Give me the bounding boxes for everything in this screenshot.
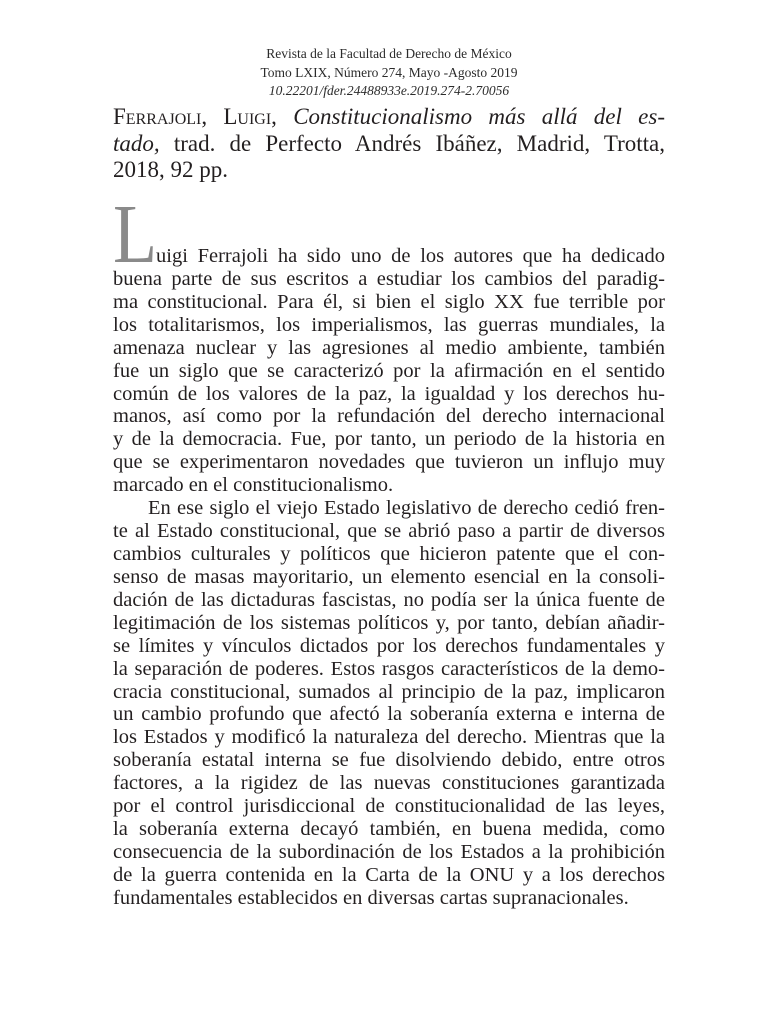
body-line <box>113 635 665 658</box>
doi: 10.22201/fder.24488933e.2019.274-2.70056 <box>268 83 510 98</box>
body-line <box>113 841 665 864</box>
line-text: buena parte de sus escritos a estudiar los cambios del paradig- <box>113 267 665 290</box>
heading-line <box>113 157 665 184</box>
line-text: manos, así como por la refundación del derecho internacional <box>113 405 665 428</box>
body-line <box>113 589 665 612</box>
line-text: y de la democracia. Fue, por tanto, un periodo de la historia en <box>113 428 665 451</box>
body-line <box>113 703 665 726</box>
line-text: soberanía estatal interna se fue disolviendo debido, entre otros <box>113 749 665 772</box>
body-line <box>113 681 665 704</box>
body-line <box>113 451 665 474</box>
line-text: la separación de poderes. Estos rasgos característicos de la demo- <box>113 657 665 680</box>
line-text: senso de masas mayoritario, un elemento esencial en la consoli- <box>113 565 665 588</box>
journal-issue: Tomo LXIX, Número 274, Mayo -Agosto 2019 <box>260 64 518 80</box>
body-line <box>113 405 665 428</box>
body-line <box>113 864 665 887</box>
body-line <box>113 658 665 681</box>
body-line <box>113 795 665 818</box>
review-author: Ferrajoli, Luigi, <box>113 104 277 129</box>
line-text: uigi Ferrajoli ha sido uno de los autores que ha dedicado <box>156 245 665 267</box>
body-line <box>113 268 665 291</box>
body-line <box>113 566 665 589</box>
line-text: los Estados y modificó la naturaleza del derecho. Mientras que la <box>113 726 665 749</box>
line-text: que se experimentaron novedades que tuvieron un influjo muy <box>113 451 665 474</box>
line-text: los totalitarismos, los imperialismos, las guerras mundiales, la <box>113 313 665 336</box>
drop-cap: L <box>113 188 158 281</box>
line-text: te al Estado constitucional, que se abrió paso a partir de diversos <box>113 520 665 543</box>
body-line <box>113 360 665 383</box>
body-line <box>113 772 665 795</box>
body-line <box>113 887 665 910</box>
line-text: fundamentales establecidos en diversas cartas supranacionales. <box>113 886 629 909</box>
body-line <box>113 474 665 497</box>
body-line <box>113 543 665 566</box>
line-text: se límites y vínculos dictados por los derechos fundamentales y <box>113 634 665 657</box>
body-line <box>113 520 665 543</box>
review-book-title-continued: tado, <box>113 130 160 156</box>
heading-line <box>113 131 665 158</box>
article-body <box>113 188 665 910</box>
line-text: dación de las dictaduras fascistas, no podía ser la única fuente de <box>113 588 665 611</box>
line-text: la soberanía externa decayó también, en buena medida, como <box>113 818 665 841</box>
line-text: común de los valores de la paz, la igualdad y los derechos hu- <box>113 382 665 405</box>
review-year-pages: 2018, 92 pp. <box>113 157 228 182</box>
review-publication-details: trad. de Perfecto Andrés Ibáñez, Madrid, Trotta, <box>173 130 666 156</box>
body-line <box>113 726 665 749</box>
body-line <box>113 497 665 520</box>
line-text: cracia constitucional, sumados al principio de la paz, implicaron <box>113 680 665 703</box>
line-text: fue un siglo que se caracterizó por la afirmación en el sentido <box>113 359 665 382</box>
body-line <box>113 314 665 337</box>
heading-line <box>113 104 665 131</box>
body-line <box>113 383 665 406</box>
line-text: legitimación de los sistemas políticos y, por tanto, debían añadir- <box>113 611 665 634</box>
body-line <box>113 749 665 772</box>
line-text: consecuencia de la subordinación de los Estados a la prohibición <box>113 840 665 863</box>
body-line <box>113 612 665 635</box>
body-line <box>113 428 665 451</box>
line-text: factores, a la rigidez de las nuevas constituciones garantizada <box>113 772 665 795</box>
review-heading <box>113 104 665 184</box>
body-line <box>113 337 665 360</box>
journal-header <box>113 45 665 101</box>
body-line <box>113 818 665 841</box>
paragraph <box>113 188 665 497</box>
line-text: por el control jurisdiccional de constitucionalidad de las leyes, <box>113 795 665 818</box>
line-text: un cambio profundo que afectó la soberanía externa e interna de <box>113 703 665 726</box>
review-book-title: Constitucionalismo más allá del es- <box>293 104 665 129</box>
paragraph <box>113 497 665 910</box>
line-text: ma constitucional. Para él, si bien el siglo XX fue terrible por <box>113 290 665 313</box>
line-text: En ese siglo el viejo Estado legislativo de derecho cedió fren- <box>148 497 665 520</box>
journal-title: Revista de la Facultad de Derecho de México <box>266 46 512 61</box>
line-text: marcado en el constitucionalismo. <box>113 474 394 497</box>
line-text: amenaza nuclear y las agresiones al medio ambiente, también <box>113 336 665 359</box>
body-line <box>113 291 665 314</box>
line-text: cambios culturales y políticos que hicieron patente que el con- <box>113 542 665 565</box>
line-text: de la guerra contenida en la Carta de la ONU y a los derechos <box>113 863 665 886</box>
